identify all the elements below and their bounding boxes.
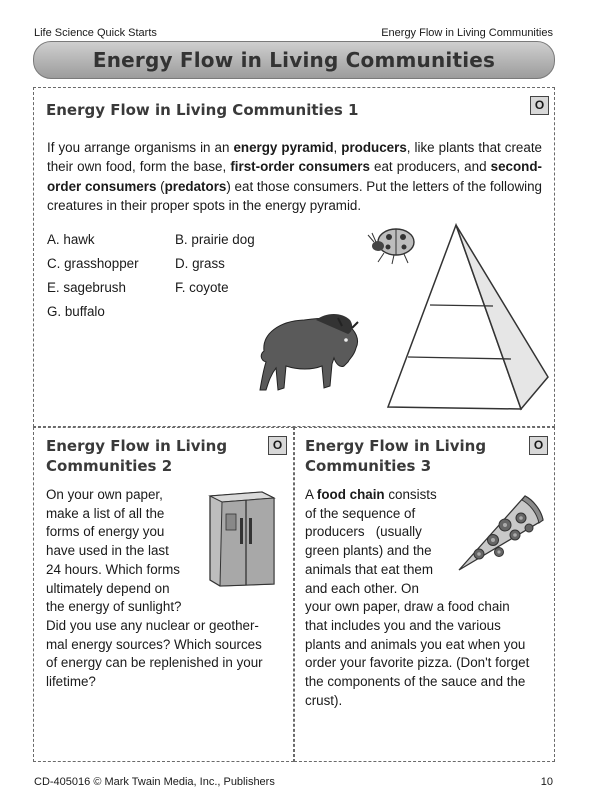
text-line: Did you use any nuclear or geother- [46,617,259,633]
refrigerator-illustration [206,490,278,588]
term-first-order-consumers: first-order consumers [230,159,370,175]
options-left-column [47,228,139,324]
section-1-intro [47,138,542,216]
option-f: F. coyote [175,280,229,295]
term-predators: predators [164,178,227,194]
section-3-title-line-2: Communities 3 [305,457,432,475]
section-2-text-wide [46,617,279,692]
section-2-title-line-1: Energy Flow in Living [46,437,228,455]
section-3-title [305,436,486,476]
page-title: Energy Flow in Living Communities [92,48,496,72]
text-line: green plants) and the [305,543,432,559]
text-line: have used in the last [46,543,169,559]
running-header-left: Life Science Quick Starts [34,27,157,39]
section-1-badge: O [530,96,549,115]
page-number: 10 [540,776,553,788]
section-3-box [294,427,555,762]
section-3-text-wide [305,598,542,710]
text-fragment: consists [384,487,437,502]
intro-text: ( [156,178,165,194]
text-line: the energy of sunlight? [46,599,182,615]
text-line: 24 hours. Which forms [46,561,180,577]
text-line: plants and animals you eat when you [305,636,526,652]
text-line: producers (usually [305,524,422,540]
intro-text: , [333,140,342,155]
option-b: B. prairie dog [175,232,255,247]
section-2-box [33,427,294,762]
section-3-text-narrow [305,486,445,598]
term-second-order-consumers: second-order consumers [47,159,542,194]
footer-publisher: CD-405016 © Mark Twain Media, Inc., Publishers [34,776,275,788]
option-a: A. hawk [47,232,95,247]
text-line: ultimately depend on [46,580,170,596]
option-c: C. grasshopper [47,256,139,271]
section-1-title: Energy Flow in Living Communities 1 [46,101,359,119]
text-line: forms of energy you [46,524,165,540]
text-line: order your favorite pizza. (Don't forget [305,655,530,671]
intro-text: , like plants that create their own food, form the base, [47,140,542,175]
text-line: the components of the sauce and the [305,674,526,690]
intro-text: ) eat those consumers. Put the letters of the following creatures in their proper spots in the energy pyramid. [47,178,542,214]
pizza-slice-illustration [455,490,545,576]
buffalo-illustration [254,306,364,400]
section-1-box [33,87,555,427]
term-food-chain: food chain [316,487,385,502]
text-line: of the sequence of [305,505,416,521]
term-energy-pyramid: energy pyramid [233,140,334,155]
text-line: mal energy sources? Which sources [46,636,262,652]
title-banner [33,41,555,79]
section-2-title-line-2: Communities 2 [46,457,173,475]
section-2-badge: O [268,436,287,455]
text-line: that includes you and the various [305,617,501,633]
running-header-right: Energy Flow in Living Communities [381,27,553,39]
intro-text: eat producers, and [369,159,491,175]
text-line: of energy can be replenished in your [46,655,263,671]
text-fragment: A [305,487,317,502]
text-line: On your own paper, [46,487,163,502]
option-e: E. sagebrush [47,280,126,295]
text-line [305,486,445,505]
section-2-text-narrow [46,486,192,617]
text-line: and each other. On [305,580,419,596]
intro-text: If you arrange organisms in an [47,140,234,155]
option-d: D. grass [175,256,225,271]
section-2-title [46,436,227,476]
text-line: animals that eat them [305,561,434,577]
text-line: crust). [305,692,343,708]
options-right-column [175,228,255,300]
option-g: G. buffalo [47,304,105,319]
text-line: your own paper, draw a food chain [305,599,510,615]
energy-pyramid-diagram [386,223,552,415]
text-line: make a list of all the [46,505,165,521]
section-3-badge: O [529,436,548,455]
section-3-title-line-1: Energy Flow in Living [305,437,487,455]
text-line: lifetime? [46,674,96,690]
term-producers: producers [341,140,407,155]
